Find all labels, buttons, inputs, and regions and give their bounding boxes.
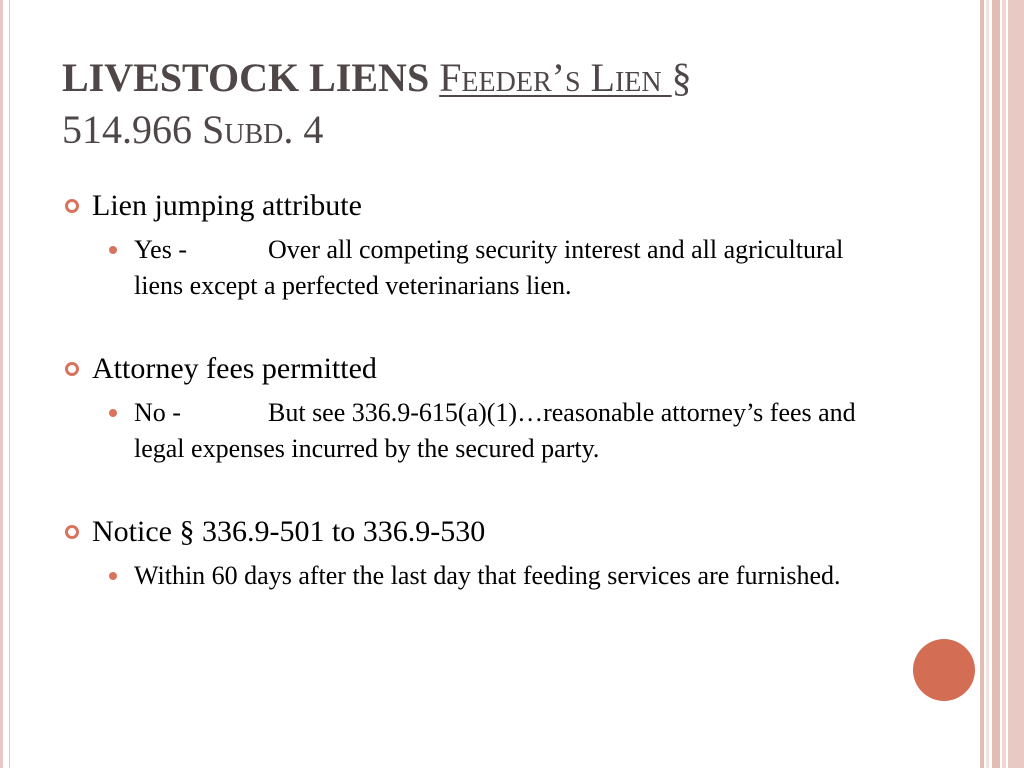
slide-title [62,52,922,156]
dot-bullet-icon [109,572,117,580]
dot-bullet-icon [109,246,117,254]
slide-content [64,184,894,594]
bullet-lead: Yes - [134,235,187,264]
bullet-heading: Lien jumping attribute [92,189,362,222]
title-line2: 514.966 Subd. 4 [62,107,324,152]
ring-bullet-icon [65,525,79,539]
ring-bullet-icon [65,362,79,376]
bullet-level2 [64,232,894,304]
bullet-heading: Attorney fees permitted [92,352,377,385]
bullet-text: But see 336.9-615(a)(1)…reasonable attorney’s fees and legal expenses incurred by the secured party. [134,398,856,463]
bullet-level1 [64,347,894,391]
title-underlined: Feeder’s Lien [439,55,672,100]
right-stripe-decoration [980,0,1024,768]
title-bold: LIVESTOCK LIENS [62,55,430,100]
bullet-level1 [64,184,894,228]
bullet-level2 [64,558,894,594]
dot-bullet-icon [109,409,117,417]
bullet-level1 [64,510,894,554]
bullet-text: Within 60 days after the last day that feeding services are furnished. [134,561,841,590]
bullet-lead: No - [134,398,181,427]
bullet-heading: Notice § 336.9-501 to 336.9-530 [92,515,486,548]
bullet-level2 [64,395,894,467]
title-section-sign: § [671,55,692,100]
bullet-text: Over all competing security interest and all agricultural liens except a perfected veterinarians lien. [134,235,844,300]
left-border-decoration [0,0,10,768]
ring-bullet-icon [65,199,79,213]
accent-circle-decoration [913,639,975,701]
